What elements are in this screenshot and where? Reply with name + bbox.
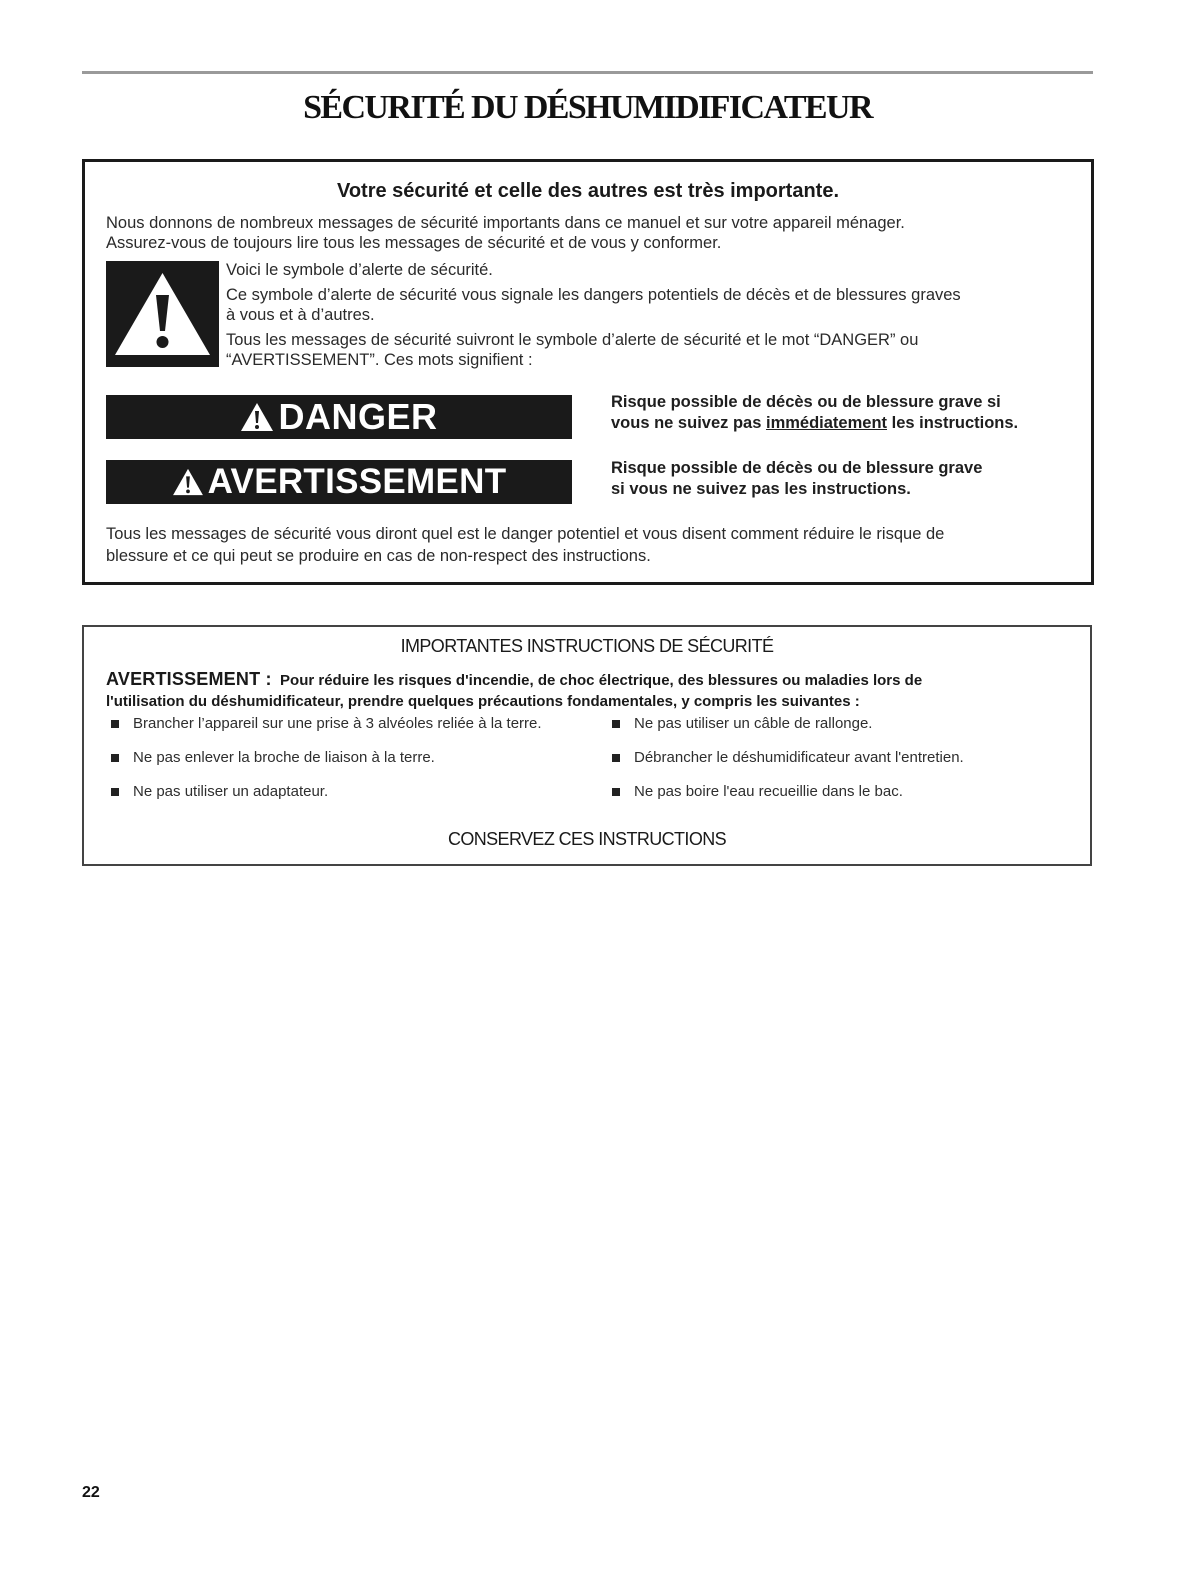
square-bullet-icon — [111, 720, 119, 728]
list-item: Ne pas boire l'eau recueillie dans le bac. — [612, 783, 903, 800]
alert-symbol-explanation — [226, 260, 1086, 375]
important-instructions-box — [82, 625, 1092, 866]
warning-desc-line-1: Risque possible de décès ou de blessure grave — [611, 459, 983, 477]
danger-desc-line-1: Risque possible de décès ou de blessure grave si — [611, 393, 1001, 411]
danger-description — [611, 392, 1081, 434]
warning-lead: AVERTISSEMENT : — [106, 669, 272, 689]
list-item: Brancher l’appareil sur une prise à 3 alvéoles reliée à la terre. — [111, 715, 542, 732]
alert-line-3a: Tous les messages de sécurité suivront le symbole d’alerte de sécurité et le mot “DANGER” ou — [226, 331, 919, 349]
list-item: Ne pas enlever la broche de liaison à la terre. — [111, 749, 435, 766]
instructions-warning-line-1 — [106, 669, 1076, 691]
danger-desc-post: les instructions. — [887, 414, 1019, 432]
list-item: Ne pas utiliser un câble de rallonge. — [612, 715, 872, 732]
outro-line-2: blessure et ce qui peut se produire en cas de non-respect des instructions. — [106, 547, 651, 565]
safety-message-box — [82, 159, 1094, 585]
warning-triangle-icon — [240, 402, 274, 432]
square-bullet-icon — [612, 754, 620, 762]
square-bullet-icon — [612, 788, 620, 796]
alert-line-3b: “AVERTISSEMENT”. Ces mots signifient : — [226, 351, 533, 369]
page-title: SÉCURITÉ DU DÉSHUMIDIFICATEUR — [303, 89, 872, 126]
alert-line-2 — [226, 285, 1086, 325]
danger-label: DANGER — [278, 396, 438, 437]
warning-label: AVERTISSEMENT — [207, 462, 507, 501]
instructions-heading: IMPORTANTES INSTRUCTIONS DE SÉCURITÉ — [400, 636, 774, 656]
square-bullet-icon — [612, 720, 620, 728]
safety-intro — [106, 213, 905, 253]
square-bullet-icon — [111, 788, 119, 796]
alert-line-2a: Ce symbole d’alerte de sécurité vous signale les dangers potentiels de décès et de blessures graves — [226, 286, 961, 304]
warning-description — [611, 458, 1081, 500]
list-item: Ne pas utiliser un adaptateur. — [111, 783, 328, 800]
warning-signal-bar — [106, 460, 572, 504]
warning-desc-line-2: si vous ne suivez pas les instructions. — [611, 480, 911, 498]
page-number: 22 — [82, 1484, 100, 1501]
danger-signal-bar — [106, 395, 572, 439]
square-bullet-icon — [111, 754, 119, 762]
keep-instructions-footer: CONSERVEZ CES INSTRUCTIONS — [447, 829, 727, 849]
intro-line-1: Nous donnons de nombreux messages de sécurité importants dans ce manuel et sur votre appareil ménager. — [106, 214, 905, 232]
warning-text-line-2: l'utilisation du déshumidificateur, prendre quelques précautions fondamentales, y compris les suivantes : — [106, 693, 860, 710]
instructions-warning — [106, 669, 1076, 712]
safety-alert-triangle-icon — [106, 261, 219, 367]
alert-line-3 — [226, 330, 1086, 370]
list-item: Débrancher le déshumidificateur avant l'entretien. — [612, 749, 964, 766]
danger-desc-line-2 — [611, 413, 1081, 434]
outro-line-1: Tous les messages de sécurité vous diront quel est le danger potentiel et vous disent comment réduire le risque de — [106, 525, 945, 543]
safety-box-heading: Votre sécurité et celle des autres est très importante. — [336, 180, 840, 202]
safety-outro — [106, 523, 1081, 567]
warning-triangle-icon — [172, 468, 204, 496]
alert-line-2b: à vous et à d’autres. — [226, 306, 375, 324]
danger-desc-underlined: immédiatement — [765, 414, 888, 432]
intro-line-2: Assurez-vous de toujours lire tous les messages de sécurité et de vous y conformer. — [106, 234, 722, 252]
warning-text-line-1: Pour réduire les risques d'incendie, de choc électrique, des blessures ou maladies lors de — [280, 672, 923, 689]
alert-line-1: Voici le symbole d’alerte de sécurité. — [226, 261, 493, 279]
top-rule — [82, 71, 1093, 74]
danger-desc-pre: vous ne suivez pas — [611, 414, 766, 432]
